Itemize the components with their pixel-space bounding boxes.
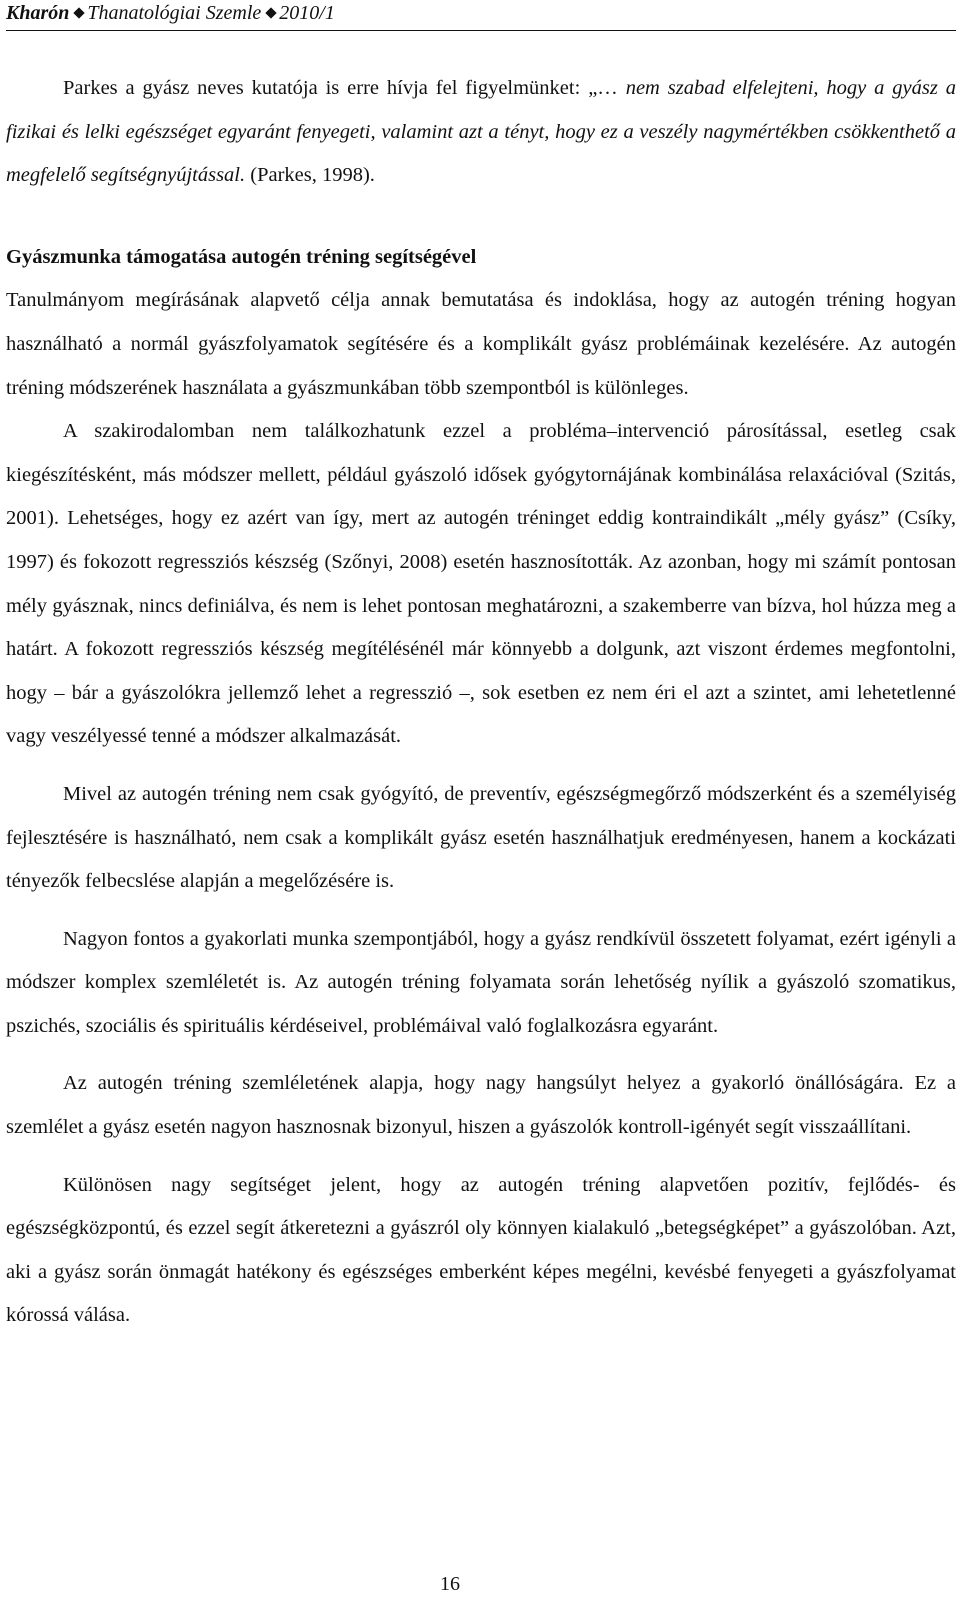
paragraph-1: Tanulmányom megírásának alapvető célja annak bemutatása és indoklása, hogy az autogén tréning hogyan használható a normál gyászfolyamatok segítésére és a komplikált gyász problémáinak kezelésére. Az autogén tréning módszerének használata a gyászmunkában több szempontból is különleges.	[6, 289, 956, 399]
header-rule	[6, 30, 956, 31]
quote-citation: (Parkes, 1998).	[245, 164, 375, 187]
paragraph-3: Mivel az autogén tréning nem csak gyógyító, de preventív, egészségmegőrző módszerként és a személyiség fejlesztésére is használható, nem csak a komplikált gyász esetén használhatjuk eredményesen, hanem a kockázati tényezők felbecslése alapján a megelőzésére is.	[6, 782, 956, 893]
page-number: 16	[440, 1573, 460, 1595]
section-heading: Gyászmunka támogatása autogén tréning segítségével	[6, 245, 477, 268]
journal-name: Kharón	[6, 2, 70, 24]
paragraph-2: A szakirodalomban nem találkozhatunk ezzel a probléma–intervenció párosítással, esetleg csak kiegészítésként, más módszer mellett, például gyászoló idősek gyógytornájának kombinálása relaxációval (Szitás, 2001). Lehetséges, hogy ez azért van így, mert az autogén tréninget eddig kontraindikált „mély gyász” (Csíky, 1997) és fokozott regressziós készség (Szőnyi, 2008) esetén hasznosították. Az azonban, hogy mi számít pontosan mély gyásznak, nincs definiálva, és nem is lehet pontosan meghatározni, a szakemberre van bízva, hol húzza meg a határt. A fokozott regressziós készség megítélésénél már könnyebb a dolgunk, azt viszont érdemes megfontolni, hogy – bár a gyászolókra jellemző lehet a regresszió –, sok esetben ez nem éri el azt a szintet, ami lehetetlenné vagy veszélyessé tenné a módszer alkalmazását.	[6, 420, 956, 748]
paragraph-4: Nagyon fontos a gyakorlati munka szempontjából, hogy a gyász rendkívül összetett folyamat, ezért igényli a módszer komplex szemléletét is. Az autogén tréning folyamata során lehetőség nyílik a gyászoló szomatikus, pszichés, szociális és spirituális kérdéseivel, problémáival való foglalkozásra egyaránt.	[6, 927, 956, 1037]
article-body	[6, 67, 956, 1338]
journal-issue: 2010/1	[279, 2, 335, 24]
running-header	[6, 0, 335, 30]
quote-intro: Parkes a gyász neves kutatója is erre hívja fel figyelmünket: „…	[63, 77, 626, 99]
paragraph-6: Különösen nagy segítséget jelent, hogy az autogén tréning alapvetően pozitív, fejlődés- és egészségközpontú, és ezzel segít átkeretezni a gyászról oly könnyen kialakuló „betegségképet” a gyászolóban. Azt, aki a gyász során önmagát hatékony és egészséges emberként képes megélni, kevésbé fenyegeti a gyászfolyamat kórossá válása.	[6, 1173, 956, 1327]
quote-paragraph	[6, 67, 956, 198]
journal-section: Thanatológiai Szemle	[87, 2, 262, 24]
diamond-icon	[74, 7, 85, 18]
paragraph-5: Az autogén tréning szemléletének alapja, hogy nagy hangsúlyt helyez a gyakorló önállóságára. Ez a szemlélet a gyász esetén nagyon hasznosnak bizonyul, hiszen a gyászolók kontroll-igényét segít visszaállítani.	[6, 1072, 956, 1139]
quote-text: nem szabad elfelejteni, hogy a gyász a fizikai és lelki egészséget egyaránt fenyegeti, valamint azt a tényt, hogy ez a veszély nagymértékben csökkenthető a megfelelő segítségnyújtással.	[6, 77, 956, 187]
diamond-icon	[266, 7, 277, 18]
